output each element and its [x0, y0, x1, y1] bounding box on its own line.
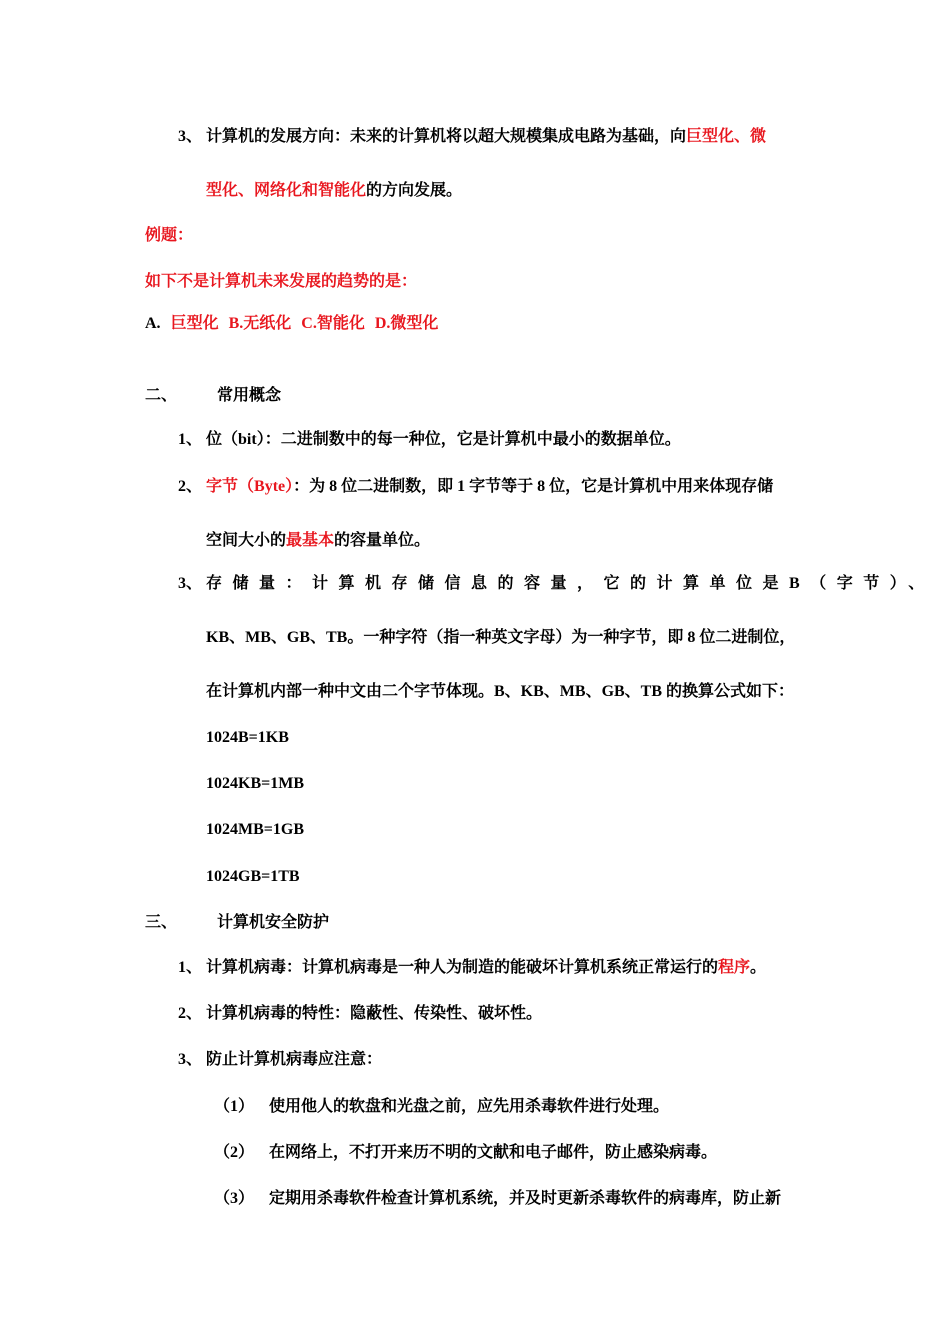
option-c-letter: C.	[301, 315, 317, 332]
sub-item-number: （1）	[214, 1098, 255, 1115]
highlight-text: 最基本	[286, 532, 335, 549]
sub-item-2	[214, 1143, 717, 1163]
item-text: 的容量单位。	[334, 532, 431, 549]
section2-item2-line1	[178, 477, 773, 497]
item-number: 2、	[178, 1005, 203, 1022]
highlight-text: 字节（Byte）	[206, 478, 294, 495]
sub-item-text: 定期用杀毒软件检查计算机系统，并及时更新杀毒软件的病毒库，防止新	[269, 1190, 782, 1207]
sub-item-1	[214, 1097, 669, 1117]
formula-line: 1024KB=1MB	[206, 775, 305, 792]
item-number: 3、	[178, 575, 203, 592]
section-title: 常用概念	[217, 387, 282, 404]
option-b-letter: B.	[228, 315, 244, 332]
sub-item-text: 在网络上，不打开来历不明的文献和电子邮件，防止感染病毒。	[269, 1144, 718, 1161]
sub-item-number: （2）	[214, 1144, 255, 1161]
section2-item3-line1	[178, 574, 935, 594]
formula-line: 1024MB=1GB	[206, 821, 305, 838]
sub-item-text: 使用他人的软盘和光盘之前，应先用杀毒软件进行处理。	[269, 1098, 670, 1115]
section3-heading	[145, 913, 329, 933]
option-c-text: 智能化	[316, 315, 365, 332]
item-text: 位（bit）：二进制数中的每一种位，它是计算机中最小的数据单位。	[206, 431, 681, 448]
option-a-text: 巨型化	[170, 315, 219, 332]
formula-line: 1024GB=1TB	[206, 868, 300, 885]
item-number: 3、	[178, 1051, 203, 1068]
item-text: 空间大小的	[206, 532, 287, 549]
highlight-text: 型化、网络化和智能化	[206, 182, 367, 199]
item-text: 计算机的发展方向：未来的计算机将以超大规模集成电路为基础，向	[206, 128, 687, 145]
section2-item3-line2: KB、MB、GB、TB。一种字符（指一种英文字母）为一种字节，即 8 位二进制位，	[206, 629, 796, 646]
section-title: 计算机安全防护	[217, 914, 330, 931]
option-d-letter: D.	[374, 315, 391, 332]
item-number: 1、	[178, 959, 203, 976]
section2-item1	[178, 430, 681, 450]
item-text: 的方向发展。	[366, 182, 463, 199]
item-text: 计算机病毒的特性：隐蔽性、传染性、破坏性。	[206, 1005, 543, 1022]
item-number: 2、	[178, 478, 203, 495]
option-b-text: 无纸化	[243, 315, 292, 332]
section-number: 二、	[145, 387, 178, 404]
highlight-text: 巨型化、微	[686, 128, 767, 145]
item-text: 存储量：计算机存储信息的容量，它的计算单位是B（字节）、	[206, 575, 935, 592]
item-text: ：为 8 位二进制数，即 1 字节等于 8 位，它是计算机中用来体现存储	[293, 478, 774, 495]
section3-item3	[178, 1050, 382, 1070]
item-text: 防止计算机病毒应注意：	[206, 1051, 383, 1068]
section1-item3-line2	[206, 181, 462, 201]
section3-item2	[178, 1004, 542, 1024]
section2-heading	[145, 386, 281, 406]
section2-item2-line2	[206, 531, 430, 551]
section2-item3-line3: 在计算机内部一种中文由二个字节体现。B、KB、MB、GB、TB 的换算公式如下：	[206, 683, 795, 700]
example-label: 例题：	[145, 227, 194, 244]
option-a-letter: A.	[145, 315, 161, 332]
section-number: 三、	[145, 914, 178, 931]
formula-line: 1024B=1KB	[206, 729, 289, 746]
item-text: 计算机病毒：计算机病毒是一种人为制造的能破坏计算机系统正常运行的	[206, 959, 719, 976]
item-number: 1、	[178, 431, 203, 448]
example-question: 如下不是计算机未来发展的趋势的是：	[145, 273, 418, 290]
sub-item-3	[214, 1189, 781, 1209]
sub-item-number: （3）	[214, 1190, 255, 1207]
option-d-text: 微型化	[390, 315, 439, 332]
item-number: 3、	[178, 128, 203, 145]
example-options	[145, 314, 438, 334]
item-text: 。	[750, 959, 767, 976]
highlight-text: 程序	[718, 959, 751, 976]
section1-item3-line1	[178, 127, 766, 147]
section3-item1	[178, 958, 766, 978]
